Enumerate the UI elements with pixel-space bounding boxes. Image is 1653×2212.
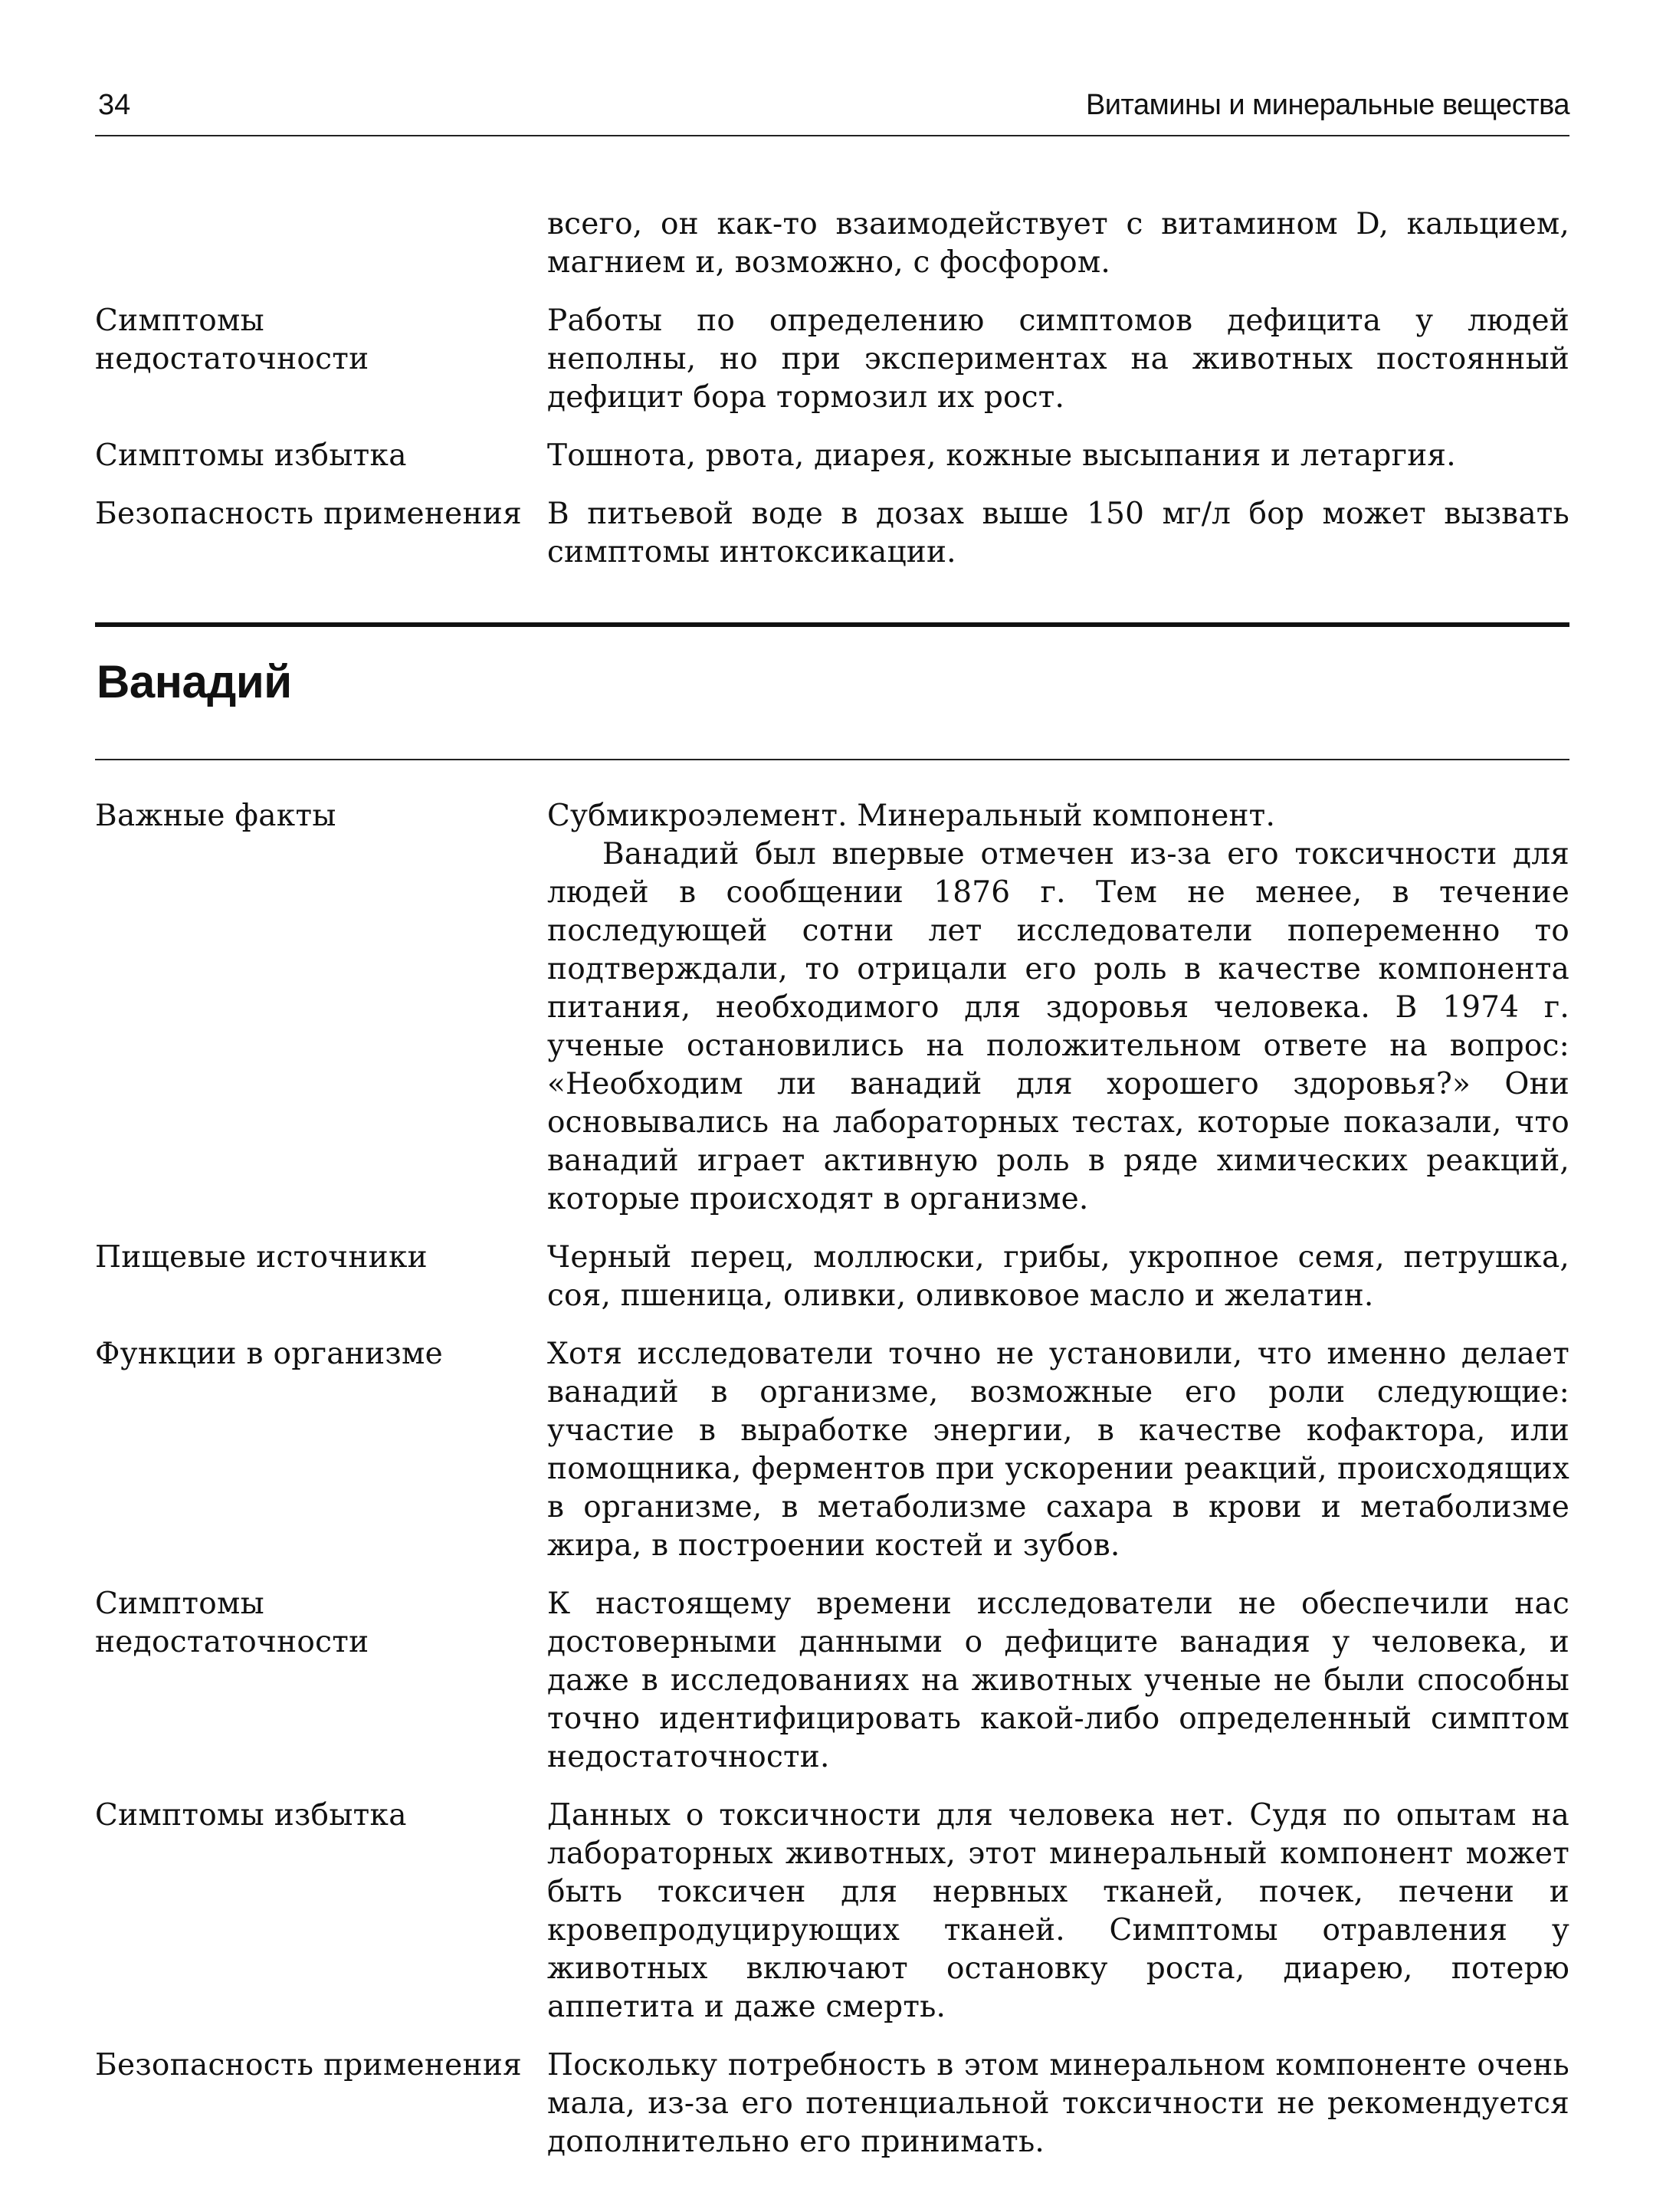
vanadium-facts-entry bbox=[95, 797, 1569, 1219]
entry-label: Симптомы недостаточности bbox=[95, 1587, 369, 1659]
vanadium-sources-entry bbox=[95, 1239, 1569, 1315]
entry-text: Хотя исследователи точно не установили, что именно делает ванадий в организме, возможные его роли следующие: участие в выработке энергии, в качестве кофактора, или помощника, ферментов при ускорении реакций, происходящих в организме, в метаболизме сахара в крови и метаболизме жира, в построении костей и зубов. bbox=[547, 1337, 1569, 1563]
facts-text bbox=[547, 797, 1569, 1219]
entry-text: В питьевой воде в дозах выше 150 мг/л бор может вызвать симптомы интоксикации. bbox=[547, 497, 1569, 569]
entry-text: Работы по определению симптомов дефицита у людей неполны, но при экспериментах на животных постоянный дефицит бора тормозил их рост. bbox=[547, 304, 1569, 415]
vanadium-excess-entry bbox=[95, 1797, 1569, 2027]
entry-text: Поскольку потребность в этом минеральном компоненте очень мала, из-за его потенциальной токсичности не рекомендуется дополнительно его принимать. bbox=[547, 2048, 1569, 2159]
boron-continuation-text: всего, он как-то взаимодействует с витамином D, кальцием, магнием и, возможно, с фосфором. bbox=[547, 207, 1569, 280]
entry-label: Безопасность применения bbox=[95, 2048, 523, 2082]
boron-excess-entry bbox=[95, 437, 1569, 475]
entry-label: Симптомы недостаточности bbox=[95, 304, 369, 376]
vanadium-functions-entry bbox=[95, 1335, 1569, 1565]
entry-label: Функции в организме bbox=[95, 1337, 444, 1371]
section-rule-bottom bbox=[95, 759, 1569, 760]
boron-deficiency-entry bbox=[95, 302, 1569, 417]
boron-continuation-entry bbox=[95, 205, 1569, 282]
entry-label bbox=[95, 205, 547, 282]
boron-entries bbox=[95, 205, 1569, 592]
vanadium-entries bbox=[95, 797, 1569, 2181]
entry-label: Пищевые источники bbox=[95, 1240, 428, 1275]
boron-safety-entry bbox=[95, 495, 1569, 572]
section-title: Ванадий bbox=[97, 656, 292, 707]
entry-label: Симптомы избытка bbox=[95, 1798, 407, 1833]
entry-label: Симптомы избытка bbox=[95, 438, 407, 473]
facts-intro: Субмикроэлемент. Минеральный компонент. bbox=[547, 799, 1276, 833]
entry-text: Данных о токсичности для человека нет. Судя по опытам на лабораторных животных, этот минеральный компонент может быть токсичен для нервных тканей, почек, печени и кровепродуцирующих тканей. Симптомы отравления у животных включают остановку роста, диарею, потерю аппетита и даже смерть. bbox=[547, 1798, 1569, 2024]
vanadium-deficiency-entry bbox=[95, 1585, 1569, 1777]
page-number: 34 bbox=[98, 89, 131, 121]
entry-text: К настоящему времени исследователи не обеспечили нас достоверными данными о дефиците ванадия у человека, и даже в исследованиях на животных ученые не были способны точно идентифицировать какой-либо определенный симптом недостаточности. bbox=[547, 1587, 1569, 1774]
entry-text: Черный перец, моллюски, грибы, укропное семя, петрушка, соя, пшеница, оливки, оливковое масло и желатин. bbox=[547, 1240, 1569, 1313]
entry-label: Безопасность применения bbox=[95, 497, 523, 531]
entry-text: Тошнота, рвота, диарея, кожные высыпания и летаргия. bbox=[547, 438, 1456, 473]
vanadium-safety-entry bbox=[95, 2046, 1569, 2161]
book-page bbox=[95, 0, 1569, 2212]
header-rule bbox=[95, 135, 1569, 136]
facts-body: Ванадий был впервые отмечен из-за его токсичности для людей в сообщении 1876 г. Тем не менее, в течение последующей сотни лет исследователи попеременно то подтверждали, то отрицали его роль в качестве компонента питания, необходимого для здоровья человека. В 1974 г. ученые остановились на положительном ответе на вопрос: «Необходим ли ванадий для хорошего здоровья?» Они основывались на лабораторных тестах, которые показали, что ванадий играет активную роль в ряде химических реакций, которые происходят в организме. bbox=[547, 837, 1569, 1216]
page-header bbox=[95, 86, 1569, 132]
section-rule-top bbox=[95, 622, 1569, 627]
running-title: Витамины и минеральные вещества bbox=[1085, 89, 1569, 121]
entry-label: Важные факты bbox=[95, 799, 336, 833]
